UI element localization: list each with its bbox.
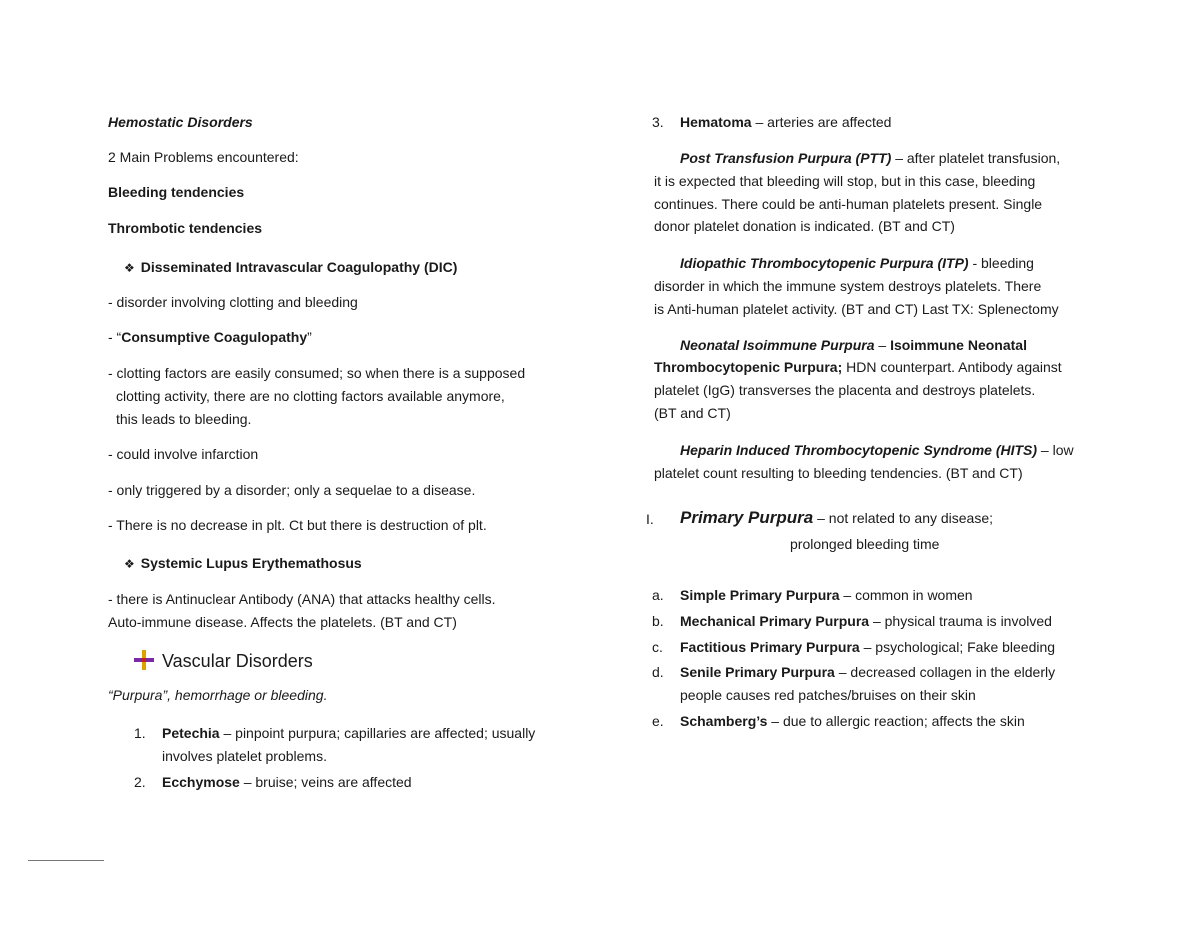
main-problems-text: 2 Main Problems encountered: [108,149,299,165]
list-item-1-term: Petechia [162,725,220,741]
dic-point-6: - There is no decrease in plt. Ct but there is destruction of plt. [108,517,487,533]
ptp-line-3: continues. There could be anti-human platelets present. Single [654,196,1043,212]
list-item-3-term: Hematoma [680,114,752,130]
primary-purpura-text: – not related to any disease; [813,510,994,526]
nip-line-2 [654,358,1062,376]
sub-item-d-marker: d. [652,664,664,680]
hits-line-1-text: – low [1037,442,1074,458]
footnote-separator [28,860,104,861]
sub-item-b-marker: b. [652,613,664,629]
diamond-bullet-icon: ❖ [124,557,135,571]
sub-item-a [680,586,973,604]
ptp-line-4: donor platelet donation is indicated. (BT and CT) [654,218,955,234]
dic-point-3-line1: - clotting factors are easily consumed; so when there is a supposed [108,365,526,381]
vascular-heading-text: Vascular Disorders [162,651,313,671]
list-item-1-line2: involves platelet problems. [162,748,327,764]
sub-item-c-marker: c. [652,639,663,655]
nip-line-4: (BT and CT) [654,405,731,421]
thrombotic-tendencies: Thrombotic tendencies [108,220,263,236]
sub-item-c-term: Factitious Primary Purpura [680,639,860,655]
ptp-line-1 [680,149,1060,167]
sub-item-b-term: Mechanical Primary Purpura [680,613,870,629]
dic-point-2-post: ” [307,329,312,345]
nip-line-2-text: HDN counterpart. Antibody against [842,359,1062,375]
sle-heading [124,554,362,573]
dic-point-5: - only triggered by a disorder; only a sequelae to a disease. [108,482,476,498]
sle-line-1: - there is Antinuclear Antibody (ANA) that attacks healthy cells. [108,591,496,607]
vascular-heading [134,650,313,672]
sub-item-e [680,712,1025,730]
list-item-1-text: – pinpoint purpura; capillaries are affected; usually [219,725,536,741]
nip-line-3: platelet (IgG) transverses the placenta and destroys platelets. [654,382,1036,398]
list-item-2-text: – bruise; veins are affected [239,774,412,790]
dic-point-3-line2: clotting activity, there are no clotting factors available anymore, [116,388,505,404]
sub-item-e-term: Schamberg’s [680,713,768,729]
dic-point-2-term: Consumptive Coagulopathy [121,329,308,345]
hits-line-2: platelet count resulting to bleeding tendencies. (BT and CT) [654,465,1023,481]
sub-item-b-text: – physical trauma is involved [869,613,1052,629]
sle-line-2: Auto-immune disease. Affects the platelets. (BT and CT) [108,614,457,630]
itp-line-1-text: - bleeding [968,255,1034,271]
sub-item-e-text: – due to allergic reaction; affects the skin [767,713,1025,729]
dic-point-1: - disorder involving clotting and bleeding [108,294,358,310]
ptp-line-2: it is expected that bleeding will stop, but in this case, bleeding [654,173,1036,189]
itp-line-3: is Anti-human platelet activity. (BT and CT) Last TX: Splenectomy [654,301,1059,317]
dic-point-3-line3: this leads to bleeding. [116,411,252,427]
dic-point-2-pre: - “ [108,329,122,345]
itp-line-1 [680,254,1034,272]
list-item-1-marker: 1. [134,725,146,741]
itp-line-2: disorder in which the immune system destroys platelets. There [654,278,1042,294]
colored-cross-icon [134,650,154,670]
sub-item-d [680,663,1055,681]
list-item-2-marker: 2. [134,774,146,790]
list-item-3-marker: 3. [652,114,664,130]
bleeding-tendencies: Bleeding tendencies [108,184,245,200]
sub-item-c [680,638,1055,656]
primary-purpura-line-2: prolonged bleeding time [790,536,940,552]
hits-line-1 [680,441,1074,459]
diamond-bullet-icon: ❖ [124,261,135,275]
dic-point-4: - could involve infarction [108,446,259,462]
itp-term: Idiopathic Thrombocytopenic Purpura (ITP) [680,255,969,271]
sub-item-a-text: – common in women [839,587,973,603]
nip-bold-2: Thrombocytopenic Purpura; [654,359,843,375]
dic-heading-text: Disseminated Intravascular Coagulopathy (DIC) [140,259,458,275]
list-item-3-text: – arteries are affected [751,114,892,130]
primary-purpura-line-1 [680,508,993,528]
sub-item-d-text: – decreased collagen in the elderly [834,664,1056,680]
list-item-1 [162,724,535,742]
ptp-line-1-text: – after platelet transfusion, [891,150,1061,166]
dic-heading [124,258,457,277]
sle-heading-text: Systemic Lupus Erythemathosus [140,555,362,571]
dic-point-2 [108,328,312,346]
sub-item-a-marker: a. [652,587,664,603]
sub-item-d-term: Senile Primary Purpura [680,664,835,680]
sub-item-c-text: – psychological; Fake bleeding [859,639,1056,655]
nip-bold-1: Isoimmune Neonatal [890,337,1027,353]
sub-item-d-line2: people causes red patches/bruises on their skin [680,687,976,703]
purpura-definition: “Purpura”, hemorrhage or bleeding. [108,687,328,703]
list-item-2-term: Ecchymose [162,774,240,790]
hits-term: Heparin Induced Thrombocytopenic Syndrome (HITS) [680,442,1038,458]
sub-item-b [680,612,1052,630]
primary-purpura-term: Primary Purpura [680,508,814,527]
sub-item-e-marker: e. [652,713,664,729]
nip-term: Neonatal Isoimmune Purpura [680,337,875,353]
primary-purpura-marker: I. [646,511,654,527]
nip-line-1 [680,336,1027,354]
doc-title: Hemostatic Disorders [108,114,253,130]
list-item-2 [162,773,412,791]
nip-dash: – [874,337,891,353]
ptp-term: Post Transfusion Purpura (PTT) [680,150,892,166]
list-item-3 [680,113,891,131]
sub-item-a-term: Simple Primary Purpura [680,587,840,603]
